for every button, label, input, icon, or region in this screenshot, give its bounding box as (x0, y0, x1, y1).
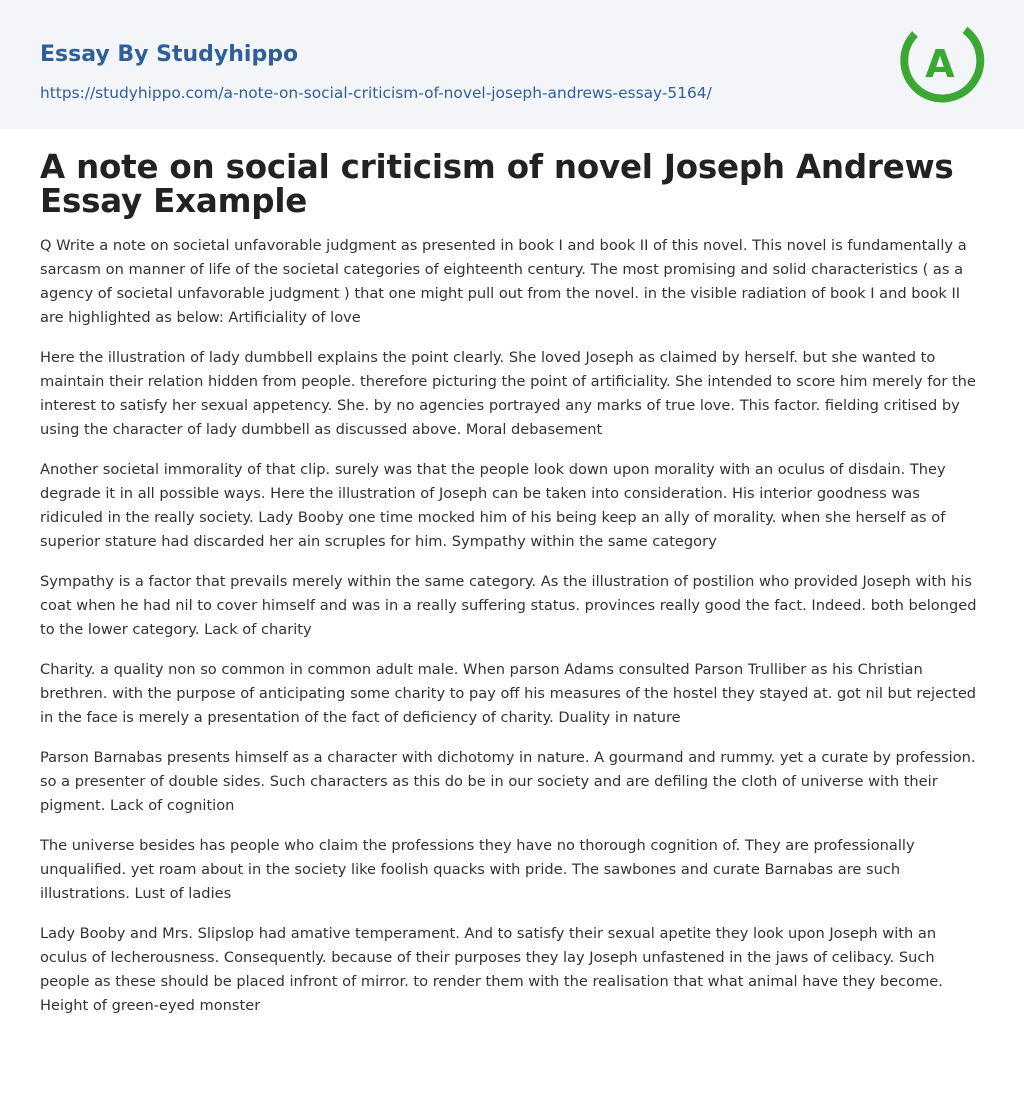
article-paragraph: Sympathy is a factor that prevails merely within the same category. As the illustration of postilion who provided Joseph with his coat when he had nil to cover himself and was in a really suffering status. provinces really good the fact. Indeed. both belonged to the lower category. Lack of charity (40, 573, 977, 638)
site-title-link[interactable]: Essay By Studyhippo (40, 42, 299, 67)
article-paragraph: Charity. a quality non so common in common adult male. When parson Adams consulted Parson Trulliber as his Christian brethren. with the purpose of anticipating some charity to pay off his measures of the hostel they stayed at. got nil but rejected in the face is merely a presentation of the fact of deficiency of charity. Duality in nature (40, 661, 977, 726)
article-paragraph: Parson Barnabas presents himself as a character with dichotomy in nature. A gourmand and rummy. yet a curate by profession. so a presenter of double sides. Such characters as this do be in our society and are defiling the cloth of universe with their pigment. Lack of cognition (40, 749, 976, 814)
article-paragraph: Another societal immorality of that clip. surely was that the people look down upon morality with an oculus of disdain. They degrade it in all possible ways. Here the illustration of Joseph can be taken into consideration. His interior goodness was ridiculed in the really society. Lady Booby one time mocked him of his being keep an ally of morality. when she herself as of superior stature had discarded her ain scruples for him. Sympathy within the same category (40, 461, 946, 550)
article-body (40, 234, 984, 1034)
article-url-link[interactable]: https://studyhippo.com/a-note-on-social-criticism-of-novel-joseph-andrews-essay-5164/ (40, 84, 712, 102)
article-paragraph: Q Write a note on societal unfavorable judgment as presented in book I and book II of this novel. This novel is fundamentally a sarcasm on manner of life of the societal categories of eighteenth century. The most promising and solid characteristics ( as a agency of societal unfavorable judgment ) that one might pull out from the novel. in the visible radiation of book I and book II are highlighted as below: Artificiality of love (40, 237, 967, 326)
page-title: A note on social criticism of novel Joseph Andrews Essay Example (40, 148, 954, 220)
article-paragraph: Here the illustration of lady dumbbell explains the point clearly. She loved Joseph as claimed by herself. but she wanted to maintain their relation hidden from people. therefore picturing the point of artificiality. She intended to score him merely for the interest to satisfy her sexual appetency. She. by no agencies portrayed any marks of true love. This factor. fielding critised by using the character of lady dumbbell as discussed above. Moral debasement (40, 349, 976, 438)
logo-letter: A (925, 42, 955, 86)
article-paragraph: The universe besides has people who claim the professions they have no thorough cognition of. They are professionally unqualified. yet roam about in the society like foolish quacks with pride. The sawbones and curate Barnabas are such illustrations. Lust of ladies (40, 837, 915, 902)
article-paragraph: Lady Booby and Mrs. Slipslop had amative temperament. And to satisfy their sexual apetite they look upon Joseph with an oculus of lecherousness. Consequently. because of their purposes they lay Joseph unfastened in the jaws of celibacy. Such people as these should be placed infront of mirror. to render them with the realisation that what animal have they become. Height of green-eyed monster (40, 925, 943, 1014)
